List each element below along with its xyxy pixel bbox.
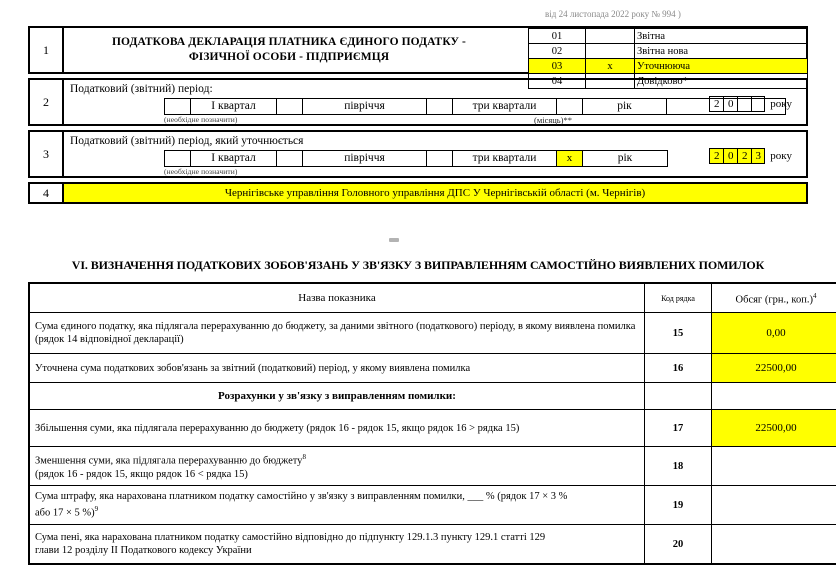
tax-authority-row [28,182,808,204]
corrected-period-hint: (необхідне позначити) [164,167,237,176]
corrected-label-threequarters: три квартали [453,151,557,166]
scan-artifact-mark [389,238,399,242]
row-19-name-line1: Сума штрафу, яка нарахована платником податку самостійно у зв'язку з виправленням помилки, ___ % (рядок 17 × 3 % [35,490,639,503]
header-value-text: Обсяг (грн., коп.) [736,294,813,305]
reporting-checkbox-threequarters[interactable] [427,99,453,114]
declaration-type-code-04: 04 [529,74,586,89]
table-row[interactable] [529,74,808,89]
row-19-name-text2: або 17 × 5 %) [35,508,95,519]
reporting-year-suffix: року [770,98,792,110]
row-18-name-line1 [35,451,639,468]
row-18-value[interactable] [712,447,836,486]
row-17-value[interactable]: 22500,00 [712,410,836,447]
declaration-type-name-03: Уточнююча [635,59,808,74]
section-vi-title: VI. ВИЗНАЧЕННЯ ПОДАТКОВИХ ЗОБОВ'ЯЗАНЬ У ЗВ'ЯЗКУ З ВИПРАВЛЕННЯМ САМОСТІЙНО ВИЯВЛЕНИХ ПОМИЛОК [0,258,836,273]
calculations-subheader: Розрахунки у зв'язку з виправленням помилки: [29,383,645,410]
row-19-name-line2 [35,503,639,520]
declaration-type-name-02: Звітна нова [635,44,808,59]
row-18-name [29,447,645,486]
corrected-period-label: Податковий (звітний) період, який уточнюється [70,135,303,147]
row-20-name-line2: глави 12 розділу II Податкового кодексу України [35,544,639,557]
reporting-year-digit-3[interactable] [737,96,751,112]
table-row[interactable] [529,44,808,59]
row-15-code: 15 [645,313,712,354]
corrected-period-options [164,150,668,167]
reporting-year-digit-1[interactable]: 2 [709,96,723,112]
reporting-label-year: рік [583,99,667,114]
row-18-name-line2: (рядок 16 - рядок 15, якщо рядок 16 < рядка 15) [35,468,639,481]
corrected-checkbox-halfyear[interactable] [277,151,303,166]
declaration-type-name-01: Звітна [635,29,808,44]
declaration-title-line2: ФІЗИЧНОЇ ОСОБИ - ПІДПРИЄМЦЯ [189,50,389,65]
calculations-subheader-code-spacer [645,383,712,410]
corrected-label-quarter1: I квартал [191,151,277,166]
reporting-period-label: Податковий (звітний) період: [70,83,213,95]
table-row [29,525,836,565]
table-row [29,410,836,447]
reporting-month-hint: (місяць)** [534,115,572,125]
reporting-label-threequarters: три квартали [453,99,557,114]
reporting-year-digit-4[interactable] [751,96,765,112]
table-header-row [29,283,836,313]
reporting-year-digit-2[interactable]: 0 [723,96,737,112]
table-row [29,313,836,354]
declaration-type-mark-02[interactable] [586,44,635,59]
corrected-period-body [64,132,806,176]
row-number-4: 4 [30,184,64,202]
table-row [29,354,836,383]
reporting-period-options [164,98,786,115]
row-19-name [29,486,645,525]
reporting-checkbox-year[interactable] [557,99,583,114]
corrected-label-halfyear: півріччя [303,151,427,166]
corrected-label-year: рік [583,151,667,166]
corrected-year-suffix: року [770,150,792,162]
row-18-footnote: 8 [302,453,306,461]
declaration-type-table [528,28,808,89]
corrected-year-digit-2[interactable]: 0 [723,148,737,164]
corrected-year-group [709,148,792,164]
declaration-type-code-03: 03 [529,59,586,74]
row-15-value[interactable]: 0,00 [712,313,836,354]
row-16-name: Уточнена сума податкових зобов'язань за звітний (податковий) період, у якому виявлена помилка [29,354,645,383]
table-subheader-row [29,383,836,410]
table-row [29,447,836,486]
row-18-name-text1: Зменшення суми, яка підлягала перерахуванню до бюджету [35,456,302,467]
row-16-code: 16 [645,354,712,383]
declaration-type-name-04: Довідково* [635,74,808,89]
declaration-type-mark-01[interactable] [586,29,635,44]
row-16-value[interactable]: 22500,00 [712,354,836,383]
row-20-code: 20 [645,525,712,565]
header-name: Назва показника [29,283,645,313]
row-number-1: 1 [30,28,64,72]
reporting-label-quarter1: I квартал [191,99,277,114]
calculations-subheader-value-spacer [712,383,836,410]
table-row [29,486,836,525]
header-code: Код рядка [645,283,712,313]
reporting-checkbox-halfyear[interactable] [277,99,303,114]
corrected-period-row [28,130,808,178]
row-15-name: Сума єдиного податку, яка підлягала перерахуванню до бюджету, за даними звітного (податкового) періоду, в якому виявлена помилка (рядок 14 відповідної декларації) [29,313,645,354]
header-value-footnote: 4 [813,292,817,300]
corrected-checkbox-year[interactable]: x [557,151,583,166]
tax-authority-name[interactable]: Чернігівське управління Головного управління ДПС У Чернігівській області (м. Чернігів) [64,184,806,202]
corrected-year-digit-3[interactable]: 2 [737,148,751,164]
reporting-year-boxes[interactable] [709,96,765,112]
table-row[interactable] [529,59,808,74]
declaration-type-mark-04[interactable] [586,74,635,89]
section-vi-table [28,282,836,565]
corrected-checkbox-quarter1[interactable] [165,151,191,166]
row-17-name: Збільшення суми, яка підлягала перерахуванню до бюджету (рядок 16 - рядок 15, якщо рядок 16 > рядка 15) [29,410,645,447]
reporting-checkbox-quarter1[interactable] [165,99,191,114]
corrected-year-boxes[interactable] [709,148,765,164]
row-20-name-line1: Сума пені, яка нарахована платником податку самостійно відповідно до підпункту 129.1.3 пункту 129.1 статті 129 [35,531,639,544]
corrected-year-digit-4[interactable]: 3 [751,148,765,164]
row-19-value[interactable] [712,486,836,525]
declaration-type-mark-03[interactable]: x [586,59,635,74]
row-19-footnote: 9 [95,505,99,513]
corrected-checkbox-threequarters[interactable] [427,151,453,166]
header-value [712,283,836,313]
declaration-type-code-02: 02 [529,44,586,59]
row-20-value[interactable] [712,525,836,565]
row-20-name [29,525,645,565]
row-number-3: 3 [30,132,64,176]
row-19-code: 19 [645,486,712,525]
row-number-2: 2 [30,80,64,124]
declaration-type-code-01: 01 [529,29,586,44]
reporting-label-halfyear: півріччя [303,99,427,114]
reporting-year-group [709,96,792,112]
corrected-year-digit-1[interactable]: 2 [709,148,723,164]
row-17-code: 17 [645,410,712,447]
row-18-code: 18 [645,447,712,486]
table-row[interactable] [529,29,808,44]
reporting-period-hint: (необхідне позначити) [164,115,237,124]
declaration-title-line1: ПОДАТКОВА ДЕКЛАРАЦІЯ ПЛАТНИКА ЄДИНОГО ПОДАТКУ - [112,35,466,50]
legal-reference-line: від 24 листопада 2022 року № 994 ) [545,9,835,21]
